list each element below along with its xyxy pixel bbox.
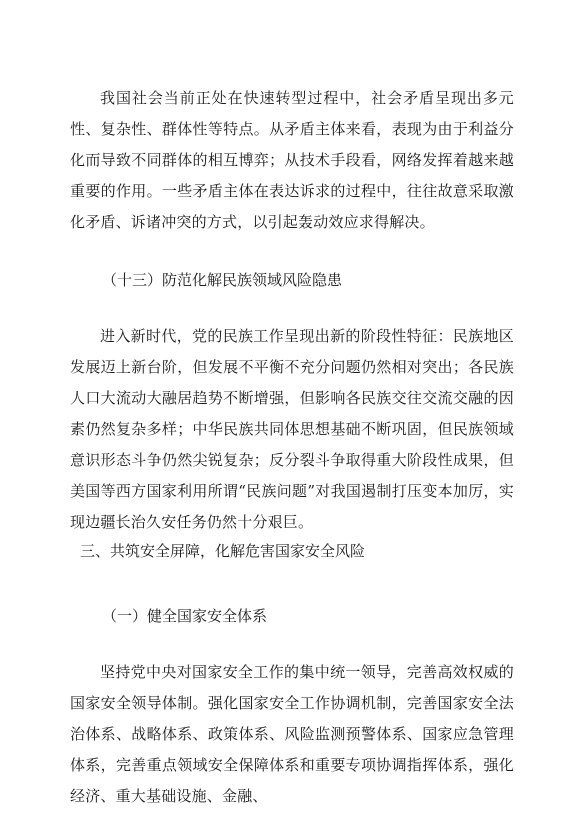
paragraph-ethnic-work: 进入新时代，党的民族工作呈现出新的阶段性特征：民族地区发展迈上新台阶，但发展不平衡不充分问题仍然相对突出；各民族人口大流动大融居趋势不断增强，但影响各民族交往交流交融的因素仍然复杂多样；中华民族共同体思想基础不断巩固，但民族领域意识形态斗争仍然尖锐复杂；反分裂斗争取得重大阶段性成果，但美国等西方国家利用所谓“民族问题”对我国遏制打压变本加厉，实现边疆长治久安任务仍然十分艰巨。 bbox=[70, 327, 514, 531]
heading-subsection-1: （一）健全国家安全体系 bbox=[102, 607, 268, 625]
heading-section-3: 三、共筑安全屏障，化解危害国家安全风险 bbox=[80, 542, 366, 560]
heading-subsection-13: （十三）防范化解民族领域风险隐患 bbox=[102, 271, 343, 289]
paragraph-national-security-system: 坚持党中央对国家安全工作的集中统一领导，完善高效权威的国家安全领导体制。强化国家安全工作协调机制，完善国家安全法治体系、战略体系、政策体系、风险监测预警体系、国家应急管理体系，完善重点领域安全保障体系和重要专项协调指挥体系，强化经济、重大基础设施、金融、 bbox=[70, 663, 514, 805]
paragraph-social-contradictions: 我国社会当前正处在快速转型过程中，社会矛盾呈现出多元性、复杂性、群体性等特点。从矛盾主体来看，表现为由于利益分化而导致不同群体的相互博弈；从技术手段看，网络发挥着越来越重要的作用。一些矛盾主体在表达诉求的过程中，往往故意采取激化矛盾、诉诸冲突的方式，以引起轰动效应求得解决。 bbox=[70, 89, 514, 231]
